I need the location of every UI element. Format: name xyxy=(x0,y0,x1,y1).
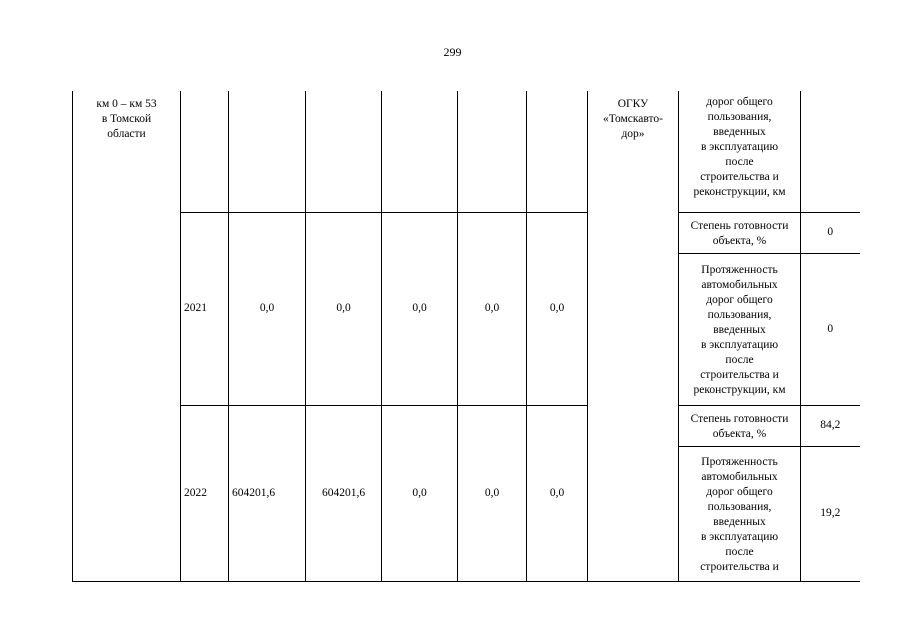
readiness-label-cell: Степень готовности объекта, % xyxy=(679,405,801,446)
amount-cell xyxy=(527,91,588,212)
indicator-label-cell: дорог общего пользования, введенных в эксплуатацию после строительства и реконструкции, км xyxy=(679,91,801,212)
length-value-cell: 0 xyxy=(801,253,860,405)
total-cell: 604201,6 xyxy=(229,405,306,581)
length-label-cell: Протяженность автомобильных дорог общего пользования, введенных в эксплуатацию после строительства и xyxy=(679,446,801,581)
total-cell xyxy=(229,91,306,212)
amount-cell: 0,0 xyxy=(527,212,588,405)
readiness-value-cell: 84,2 xyxy=(801,405,860,446)
amount-cell: 0,0 xyxy=(527,405,588,581)
amount-cell: 0,0 xyxy=(382,405,458,581)
length-label-cell: Протяженность автомобильных дорог общего пользования, введенных в эксплуатацию после строительства и реконструкции, км xyxy=(679,253,801,405)
table-row xyxy=(73,212,860,253)
program-table xyxy=(72,91,860,582)
table-row xyxy=(73,405,860,446)
indicator-value-cell xyxy=(801,91,860,212)
year-cell xyxy=(181,91,229,212)
page-number: 299 xyxy=(443,45,462,59)
object-name-cell: км 0 – км 53 в Томской области xyxy=(73,91,181,581)
year-cell: 2022 xyxy=(181,405,229,581)
executor-cell: ОГКУ «Томскавто- дор» xyxy=(588,91,679,581)
length-value-cell: 19,2 xyxy=(801,446,860,581)
year-cell: 2021 xyxy=(181,212,229,405)
amount-cell: 604201,6 xyxy=(306,405,382,581)
amount-cell xyxy=(382,91,458,212)
table-row xyxy=(73,91,860,212)
amount-cell: 0,0 xyxy=(458,405,527,581)
readiness-label-cell: Степень готовности объекта, % xyxy=(679,212,801,253)
amount-cell: 0,0 xyxy=(306,212,382,405)
amount-cell: 0,0 xyxy=(382,212,458,405)
amount-cell xyxy=(458,91,527,212)
amount-cell: 0,0 xyxy=(458,212,527,405)
amount-cell xyxy=(306,91,382,212)
total-cell: 0,0 xyxy=(229,212,306,405)
readiness-value-cell: 0 xyxy=(801,212,860,253)
